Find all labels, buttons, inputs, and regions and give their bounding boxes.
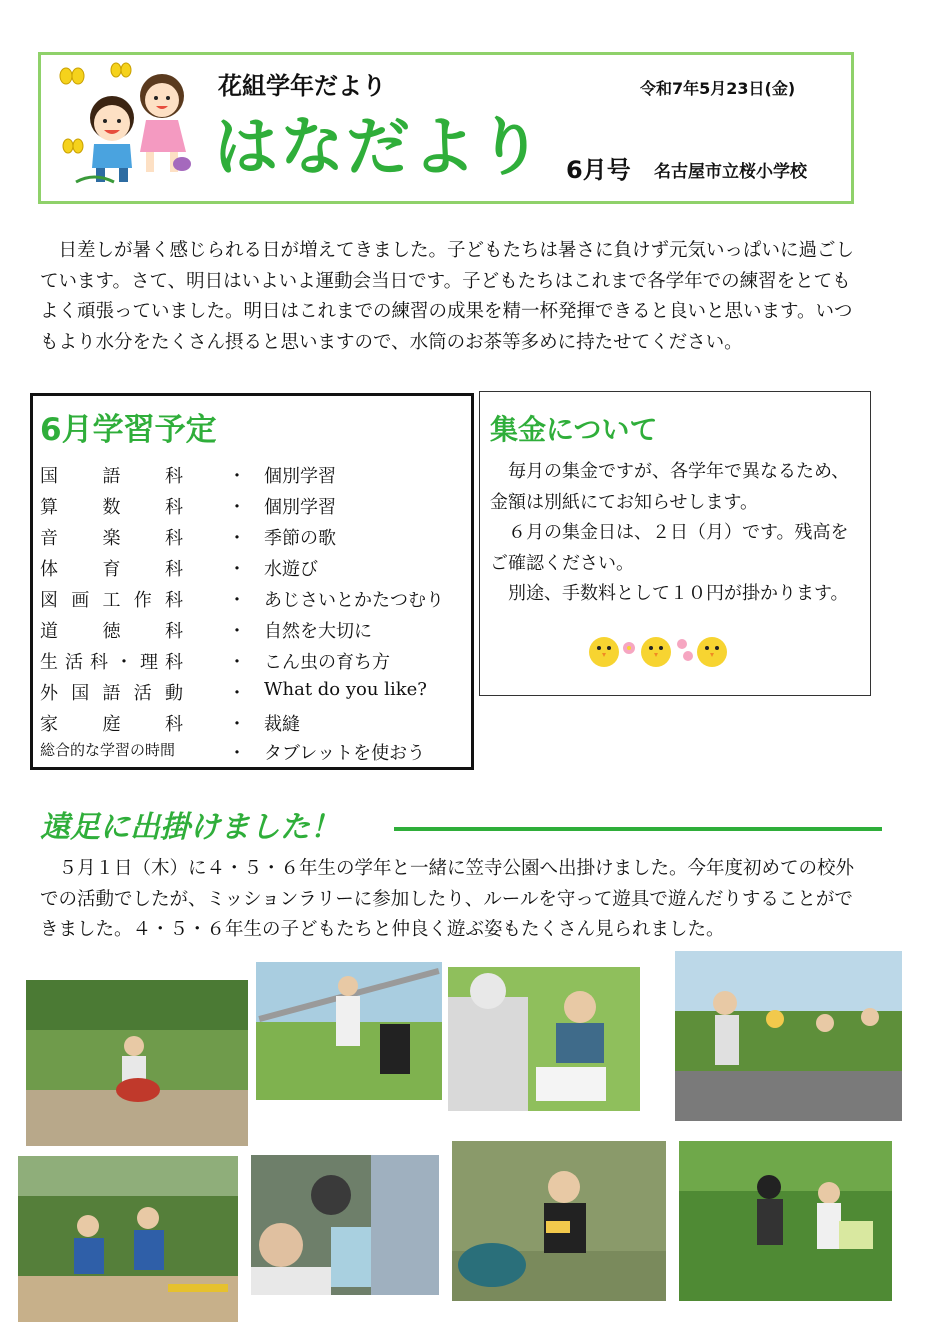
excursion-title: 遠足に出掛けました！ xyxy=(40,810,340,845)
schedule-topic: 季節の歌 xyxy=(264,528,336,549)
children-illustration xyxy=(54,60,204,190)
schedule-row xyxy=(40,493,470,524)
schedule-subject: 国語科 xyxy=(40,466,183,487)
schedule-topic: 個別学習 xyxy=(264,497,336,518)
fee-paragraph: 毎月の集金ですが、各学年で異なるため、金額は別紙にてお知らせします。 xyxy=(490,461,850,513)
chick-flower-illustration xyxy=(584,628,744,672)
fee-paragraph: ６月の集金日は、２日（月）です。残高をご確認ください。 xyxy=(490,522,849,574)
excursion-title-underline xyxy=(394,827,882,831)
issue-date: 令和7年5月23日(金) xyxy=(640,79,796,98)
schedule-row xyxy=(40,462,470,493)
schedule-row xyxy=(40,586,470,617)
schedule-row xyxy=(40,710,470,741)
schedule-subject: 音楽科 xyxy=(40,528,183,549)
excursion-paragraph: ５月１日（木）に４・５・６年生の学年と一緒に笠寺公園へ出掛けました。今年度初めての校外での活動でしたが、ミッションラリーに参加したり、ルールを守って遊具で遊んだりすることができました。４・５・６年生の子どもたちと仲良く遊ぶ姿もたくさん見られました。 xyxy=(40,858,855,940)
schedule-subject: 道徳科 xyxy=(40,621,183,642)
schedule-row xyxy=(40,739,470,770)
schedule-row xyxy=(40,648,470,679)
schedule-separator: ・ xyxy=(228,743,246,764)
excursion-photo-6 xyxy=(251,1155,439,1295)
excursion-photo-2 xyxy=(256,962,442,1100)
school-name: 名古屋市立桜小学校 xyxy=(654,162,807,182)
schedule-topic: 自然を大切に xyxy=(264,621,372,642)
intro-paragraph: 日差しが暑く感じられる日が増えてきました。子どもたちは暑さに負けず元気いっぱいに過ごしています。さて、明日はいよいよ運動会当日です。子どもたちはこれまで各学年での練習をとてもよく頑張っていました。明日はこれまでの練習の成果を精一杯発揮できると良いと思います。いつもより水分をたくさん摂ると思いますので、水筒のお茶等多めに持たせてください。 xyxy=(40,240,855,353)
schedule-separator: ・ xyxy=(228,683,246,704)
excursion-photo-8 xyxy=(679,1141,892,1301)
newsletter-title: はなだより xyxy=(214,111,544,185)
excursion-photo-4 xyxy=(675,951,902,1121)
schedule-separator: ・ xyxy=(228,652,246,673)
schedule-title: 6月学習予定 xyxy=(40,412,217,448)
schedule-separator: ・ xyxy=(228,590,246,611)
schedule-topic: 水遊び xyxy=(264,559,318,580)
schedule-separator: ・ xyxy=(228,497,246,518)
newsletter-subtitle: 花組学年だより xyxy=(218,72,386,100)
excursion-photo-1 xyxy=(26,980,248,1146)
schedule-row xyxy=(40,679,470,710)
excursion-photo-3 xyxy=(448,967,640,1111)
schedule-row xyxy=(40,555,470,586)
schedule-subject: 図画工作科 xyxy=(40,590,183,611)
schedule-subject: 家庭科 xyxy=(40,714,183,735)
schedule-row xyxy=(40,524,470,555)
fee-paragraph: 別途、手数料として１０円が掛かります。 xyxy=(508,583,849,604)
fee-title: 集金について xyxy=(490,413,658,446)
schedule-topic: あじさいとかたつむり xyxy=(264,590,444,611)
schedule-subject: 総合的な学習の時間 xyxy=(40,741,176,759)
schedule-subject: 算数科 xyxy=(40,497,183,518)
schedule-topic: こん虫の育ち方 xyxy=(264,652,390,673)
schedule-subject: 生活科・理科 xyxy=(40,652,183,673)
excursion-photo-5 xyxy=(18,1156,238,1322)
schedule-topic: 裁縫 xyxy=(264,714,300,735)
schedule-topic: タブレットを使おう xyxy=(264,743,426,764)
excursion-photo-7 xyxy=(452,1141,666,1301)
schedule-subject: 外国語活動 xyxy=(40,683,183,704)
schedule-topic: 個別学習 xyxy=(264,466,336,487)
schedule-separator: ・ xyxy=(228,466,246,487)
schedule-row xyxy=(40,617,470,648)
schedule-separator: ・ xyxy=(228,559,246,580)
schedule-topic: What do you like? xyxy=(264,679,427,700)
schedule-separator: ・ xyxy=(228,621,246,642)
schedule-separator: ・ xyxy=(228,528,246,549)
schedule-separator: ・ xyxy=(228,714,246,735)
issue-number: 6月号 xyxy=(566,156,631,184)
schedule-subject: 体育科 xyxy=(40,559,183,580)
